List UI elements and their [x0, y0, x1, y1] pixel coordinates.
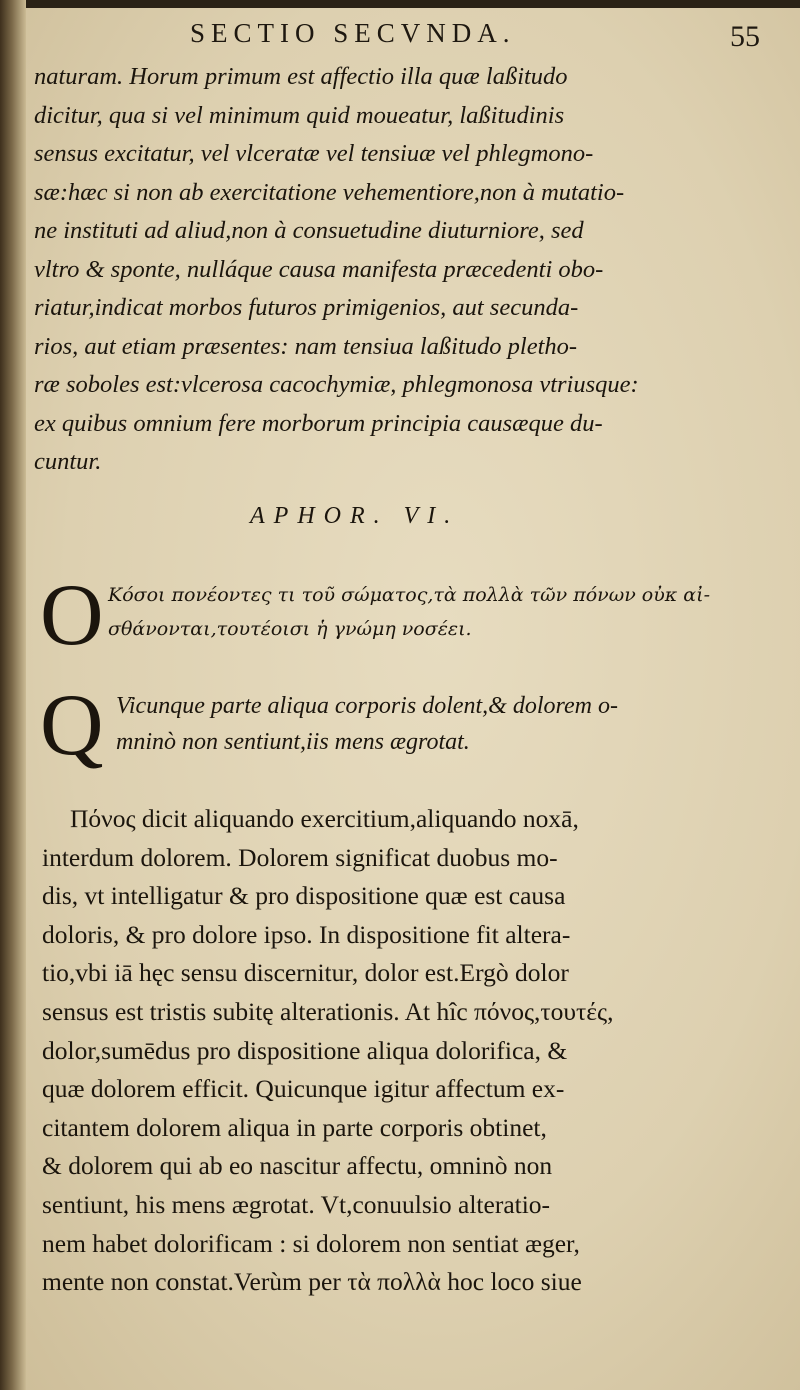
- intro-line: cuntur.: [34, 448, 102, 475]
- intro-line: sæ:hæc si non ab exercitatione vehementiore,non à mutatio-: [34, 178, 625, 206]
- latin-line: mninò non sentiunt,iis mens ægrotat.: [116, 729, 470, 755]
- commentary-line: Πόνος dicit aliquando exercitium,aliquando noxā,: [70, 804, 579, 833]
- intro-paragraph: [34, 58, 764, 482]
- scan-top-edge: [0, 0, 800, 8]
- commentary-line: citantem dolorem aliqua in parte corporis obtinet,: [42, 1112, 547, 1142]
- commentary-line: doloris, & pro dolore ipso. In dispositione fit altera-: [42, 919, 571, 949]
- commentary-line: dolor,sumēdus pro dispositione aliqua dolorifica, &: [42, 1035, 568, 1065]
- commentary-line: tio,vbi iā hęc sensu discernitur, dolor est.Ergò dolor: [42, 958, 569, 988]
- latin-drop-cap: Q: [40, 677, 104, 774]
- intro-line: ne instituti ad aliud,non à consuetudine diuturniore, sed: [34, 217, 584, 244]
- aphorism-heading: APHOR. VI.: [250, 503, 460, 529]
- latin-line: Vicunque parte aliqua corporis dolent,& dolorem o-: [116, 693, 618, 719]
- greek-aphorism: [108, 578, 768, 646]
- page-number: 55: [730, 20, 760, 53]
- commentary-line: sentiunt, his mens ægrotat. Vt,conuulsio alteratio-: [42, 1189, 551, 1219]
- greek-line: σθάνονται,τουτέοισι ἡ γνώμη νοσέει.: [108, 618, 472, 640]
- commentary-line: quæ dolorem efficit. Quicunque igitur affectum ex-: [42, 1074, 565, 1104]
- commentary-line: nem habet dolorificam : si dolorem non sentiat æger,: [42, 1228, 580, 1258]
- intro-line: rios, aut etiam præsentes: nam tensiua laßitudo pletho-: [34, 332, 578, 360]
- commentary-line: sensus est tristis subitę alterationis. At hîc πόνος,τουτές,: [42, 996, 614, 1026]
- commentary-line: mente non constat.Verùm per τὰ πολλὰ hoc loco siue: [42, 1267, 582, 1297]
- intro-line: ex quibus omnium fere morborum principia causæque du-: [34, 409, 603, 437]
- intro-line: naturam. Horum primum est affectio illa quæ laßitudo: [34, 63, 568, 90]
- greek-line: Κόσοι πονέοντες τι τοῦ σώματος,τὰ πολλὰ τῶν πόνων οὐκ αἰ-: [108, 584, 710, 606]
- binding-gutter: [0, 0, 26, 1390]
- intro-line: sensus excitatur, vel vlceratæ vel tensiuæ vel phlegmono-: [34, 140, 594, 167]
- commentary-line: & dolorem qui ab eo nascitur affectu, omninò non: [42, 1151, 553, 1181]
- intro-line: vltro & sponte, nulláque causa manifesta præcedenti obo-: [34, 255, 604, 283]
- intro-line: riatur,indicat morbos futuros primigenios, aut secunda-: [34, 294, 579, 321]
- commentary-line: interdum dolorem. Dolorem significat duobus mo-: [42, 842, 558, 872]
- greek-drop-cap: O: [40, 567, 104, 664]
- intro-line: dicitur, qua si vel minimum quid moueatur, laßitudinis: [34, 101, 565, 129]
- running-head: SECTIO SECVNDA.: [190, 18, 516, 48]
- commentary-paragraph: [42, 800, 772, 1302]
- intro-line: ræ soboles est:vlcerosa cacochymiæ, phlegmonosa vtriusque:: [34, 371, 639, 398]
- latin-aphorism: [116, 688, 776, 760]
- commentary-line: dis, vt intelligatur & pro dispositione quæ est causa: [42, 881, 566, 911]
